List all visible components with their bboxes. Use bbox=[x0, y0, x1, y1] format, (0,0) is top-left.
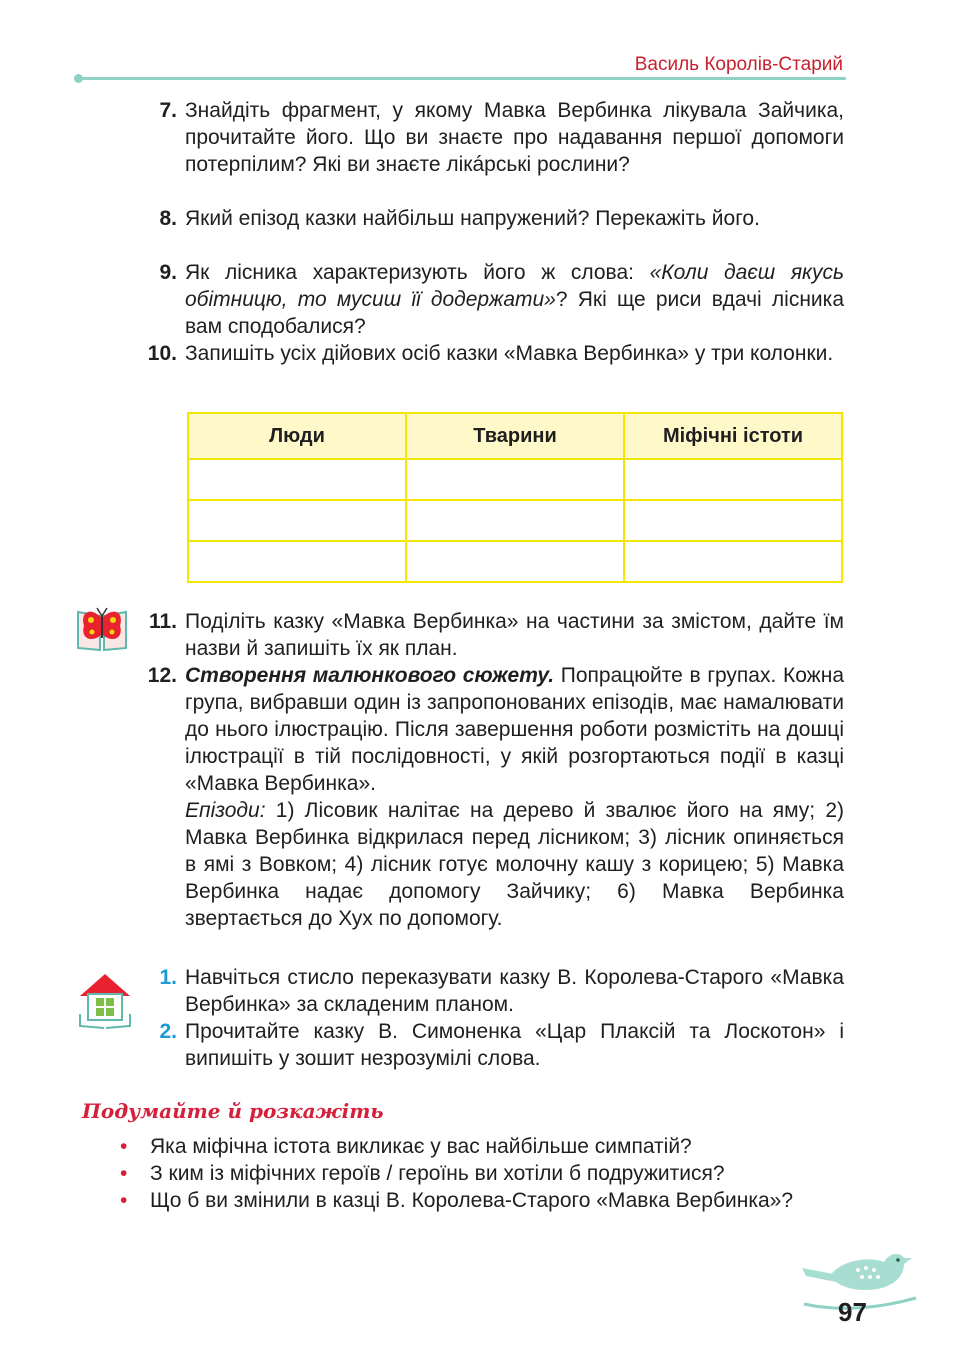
task-8-text: Який епізод казки найбільш напружений? Перекажіть його. bbox=[185, 207, 760, 230]
episodes-label: Епізоди: bbox=[185, 799, 266, 822]
table-row bbox=[188, 459, 842, 500]
task-number: 11. bbox=[148, 610, 177, 633]
task-7-text: Знайдіть фрагмент, у якому Мавка Вербинка лікувала Зайчика, прочитайте його. Що ви знаєте про надавання першої допомоги потерпілим? Які ви знаєте лікáрські рослини? bbox=[185, 99, 844, 176]
homework-number: 2. bbox=[159, 1020, 177, 1043]
discussion-list bbox=[120, 1133, 844, 1214]
task-9-pre: Як лісника характеризують його ж слова: bbox=[185, 261, 650, 284]
table-header-people: Люди bbox=[188, 413, 406, 459]
task-number: 7. bbox=[159, 99, 177, 122]
table-cell[interactable] bbox=[406, 500, 624, 541]
table-cell[interactable] bbox=[188, 541, 406, 582]
table-header-animals: Тварини bbox=[406, 413, 624, 459]
task-12-body: Попрацюйте в групах. Кожна група, вибравши один із запропонованих епізодів, має намалювати до нього ілюстрацію. Після завершення роботи розмістіть на дошці ілюстрації в тій послідовності, у якій розгортаються події в казці «Мавка Вербинка». bbox=[185, 664, 844, 795]
table-header-mythical: Міфічні істоти bbox=[624, 413, 842, 459]
header-rule bbox=[78, 77, 846, 80]
list-item bbox=[120, 1187, 844, 1214]
episodes-list: 1) Лісовик налітає на дерево й звалює його на яму; 2) Мавка Вербинка відкрилася перед лісником; 3) лісник опиняється в ямі з Вовком; 4) лісник готує молочну кашу з корицею; 5) Мавка Вербинка надає допомогу Зайчику; 6) Мавка Вербинка звертається до Хух по допомогу. bbox=[185, 799, 844, 930]
task-number: 8. bbox=[159, 207, 177, 230]
task-9-quote: «Коли даєш якусь обітницю, то мусиш її додержати» bbox=[185, 261, 844, 311]
task-12-text bbox=[185, 662, 844, 932]
task-10-text: Запишіть усіх дійових осіб казки «Мавка Вербинка» у три колонки. bbox=[185, 342, 834, 365]
table-cell[interactable] bbox=[188, 459, 406, 500]
table-row bbox=[188, 500, 842, 541]
task-number: 9. bbox=[159, 261, 177, 284]
table-cell[interactable] bbox=[624, 500, 842, 541]
table-cell[interactable] bbox=[188, 500, 406, 541]
task-12-title: Створення малюнкового сюжету. bbox=[185, 664, 555, 687]
homework-2-text: Прочитайте казку В. Симоненка «Цар Плаксій та Лоскотон» і випишіть у зошит незрозумілі слова. bbox=[185, 1020, 844, 1070]
table-row bbox=[188, 541, 842, 582]
bullet-icon: • bbox=[120, 1189, 128, 1212]
task-9-post: ? Які ще риси вдачі лісника вам сподобалися? bbox=[185, 288, 844, 338]
section-title: Подумайте й розкажіть bbox=[82, 1099, 384, 1123]
list-item bbox=[120, 1160, 844, 1187]
homework-1-text: Навчіться стисло переказувати казку В. Королева-Старого «Мавка Вербинка» за складеним планом. bbox=[185, 966, 844, 1016]
list-item-text: Що б ви змінили в казці В. Королева-Старого «Мавка Вербинка»? bbox=[150, 1189, 794, 1212]
table-cell[interactable] bbox=[624, 459, 842, 500]
bullet-icon: • bbox=[120, 1162, 128, 1185]
header-author: Василь Королів-Старий bbox=[634, 54, 843, 75]
table-cell[interactable] bbox=[624, 541, 842, 582]
table-cell[interactable] bbox=[406, 541, 624, 582]
task-number: 10. bbox=[147, 342, 177, 365]
list-item bbox=[120, 1133, 844, 1160]
task-11-text: Поділіть казку «Мавка Вербинка» на частини за змістом, дайте їм назви й запишіть їх як план. bbox=[185, 610, 844, 660]
page-number: 97 bbox=[838, 1297, 867, 1327]
list-item-text: Яка міфічна істота викликає у вас найбільше симпатій? bbox=[150, 1135, 692, 1158]
task-9-text bbox=[185, 259, 844, 340]
task-number: 12. bbox=[147, 664, 177, 687]
table-cell[interactable] bbox=[406, 459, 624, 500]
bullet-icon: • bbox=[120, 1135, 128, 1158]
homework-number: 1. bbox=[159, 966, 177, 989]
characters-table bbox=[187, 412, 843, 583]
list-item-text: З ким із міфічних героїв / героїнь ви хотіли б подружитися? bbox=[150, 1162, 725, 1185]
